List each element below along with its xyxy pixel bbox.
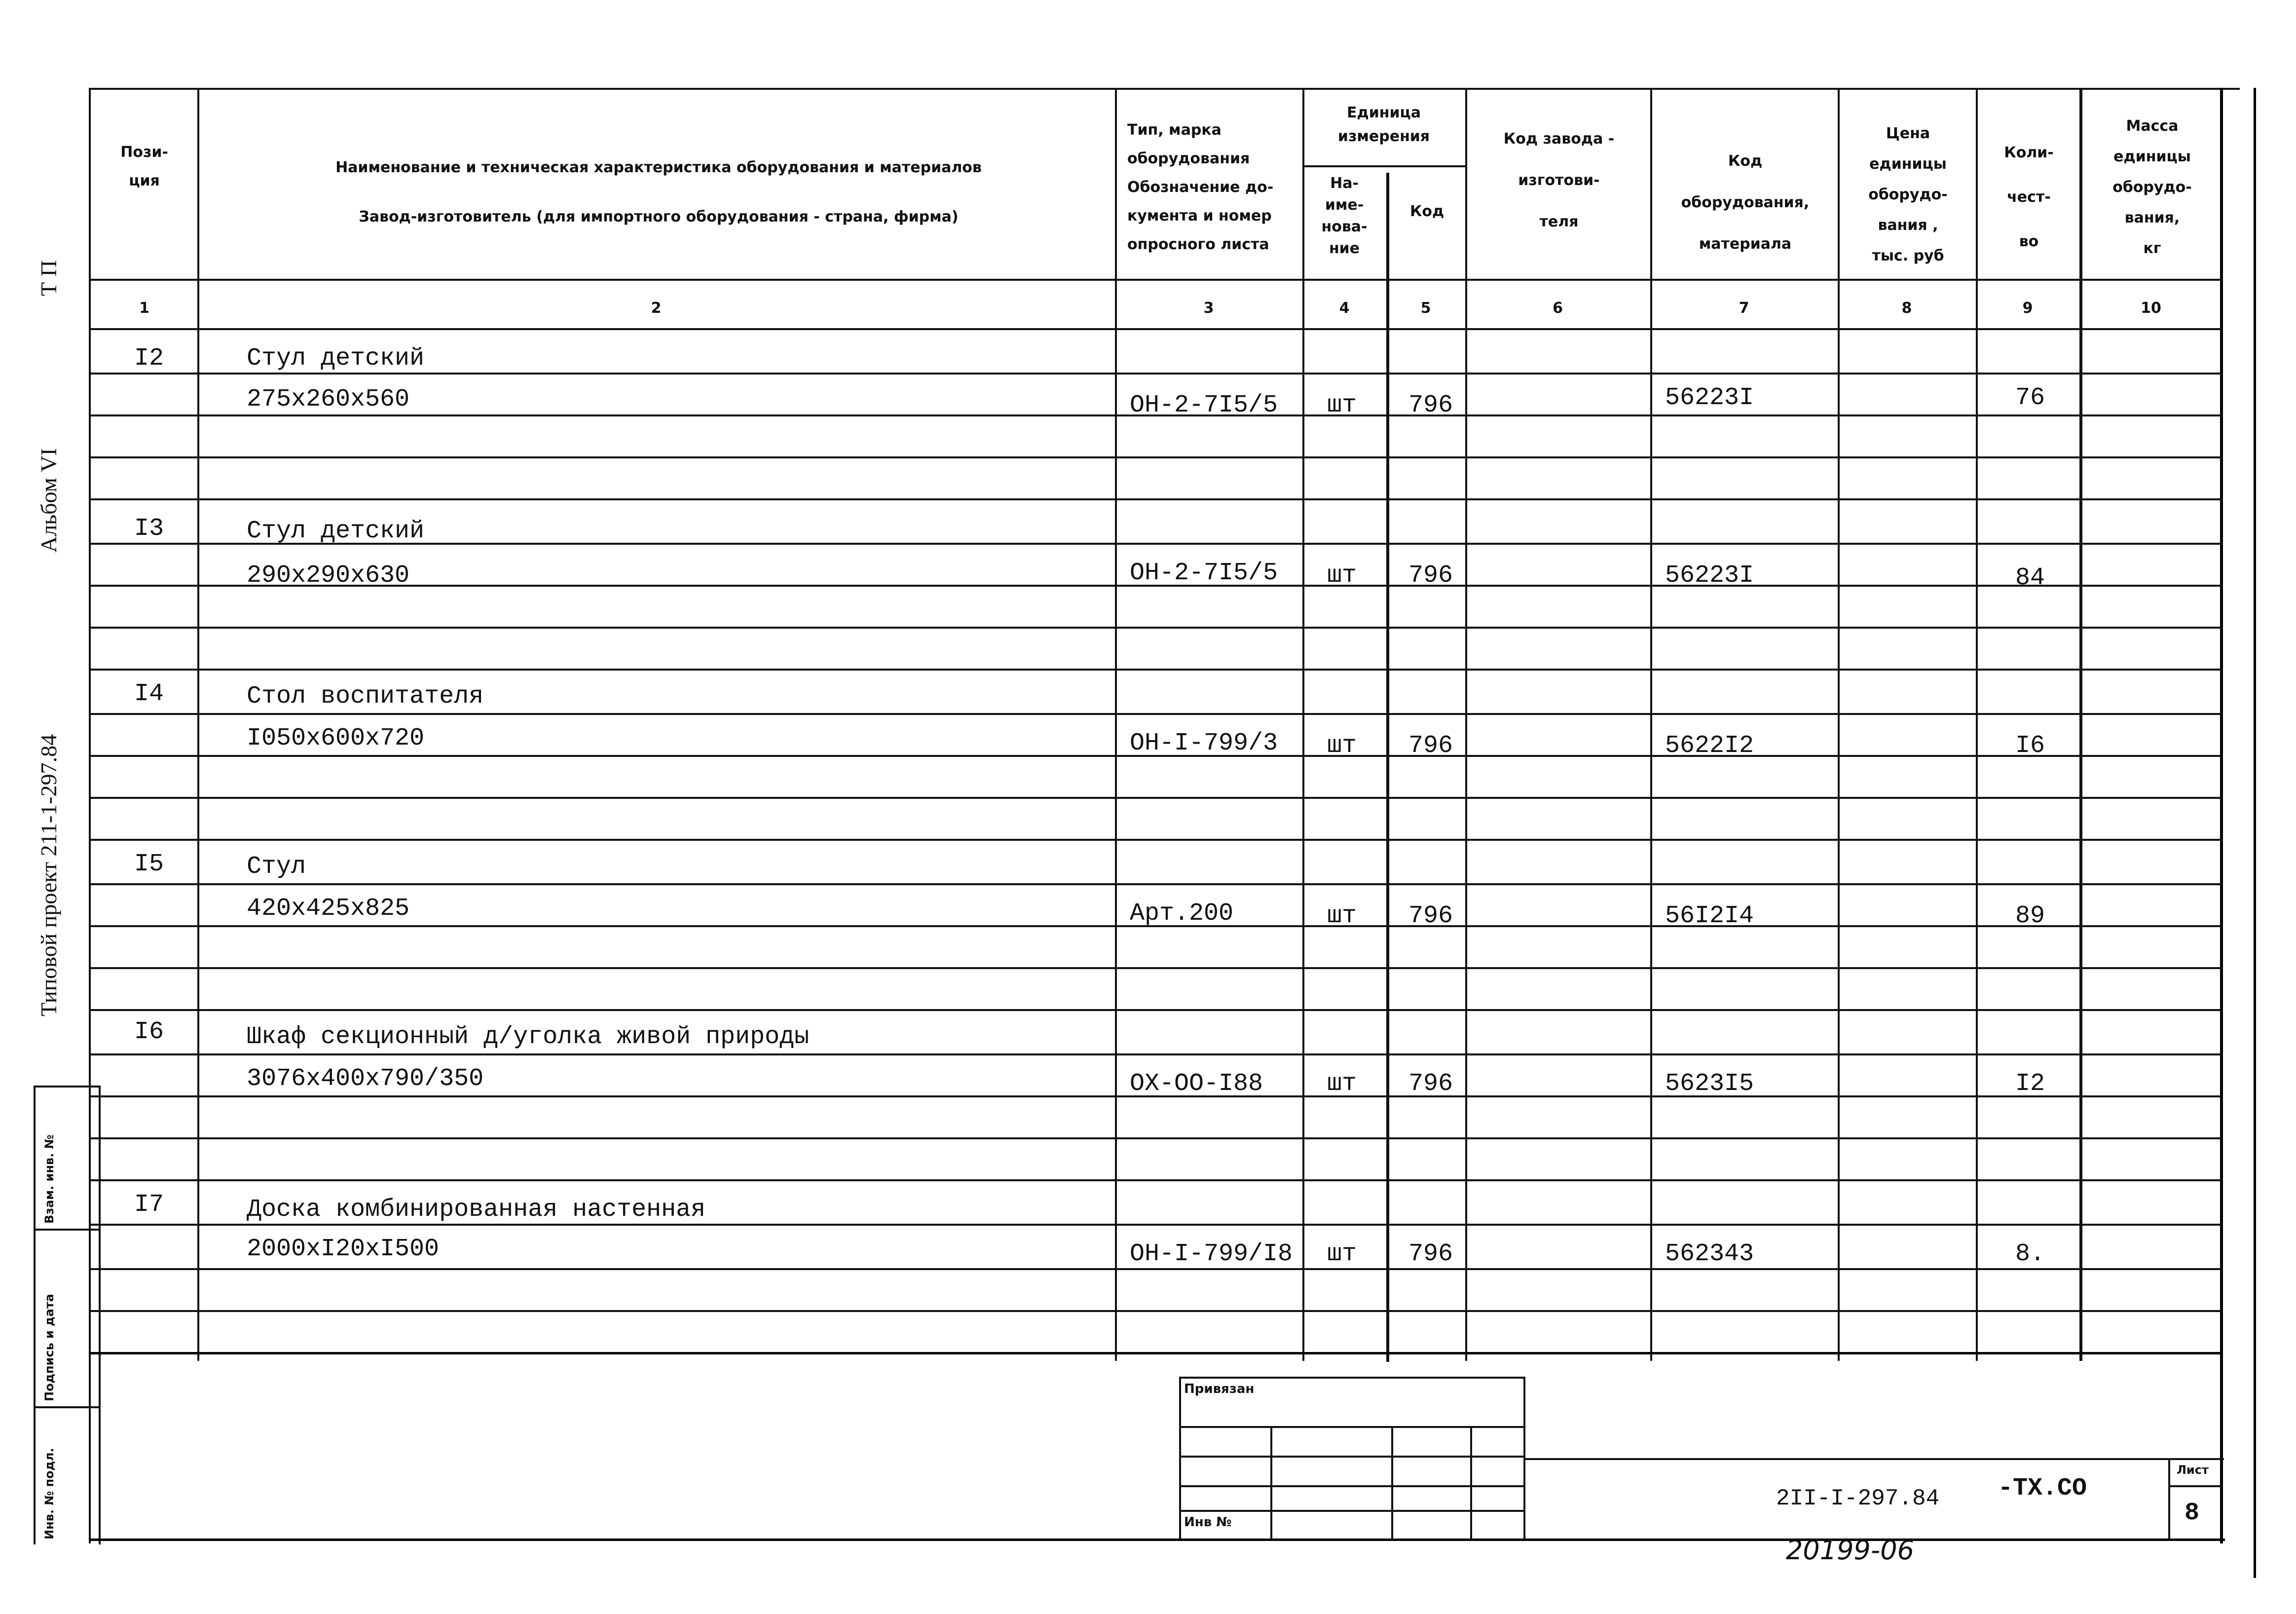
stamp-strip-right	[99, 1086, 101, 1544]
header-equip-code: Код оборудования, материала	[1681, 152, 1810, 253]
document-code: 2II-I-297.84	[1776, 1486, 1940, 1511]
cell-dims: 420x425x825	[247, 895, 410, 923]
cell-unit: шт	[1327, 1070, 1357, 1098]
cell-name: Шкаф секционный д/уголка живой природы	[247, 1023, 810, 1051]
unit-group-line	[1302, 165, 1466, 167]
sheet-label: Лист	[2177, 1463, 2209, 1477]
side-label-album: Альбом VI	[36, 448, 61, 553]
cell-unit: шт	[1327, 902, 1357, 930]
cell-equip-code: 56223I	[1665, 384, 1754, 412]
col-line-4	[1386, 173, 1389, 1362]
frame-right-outer	[2254, 88, 2256, 1578]
colnum-6: 6	[1553, 300, 1563, 317]
colnum-2: 2	[651, 300, 662, 317]
cell-type: ОН-I-799/3	[1130, 729, 1278, 757]
cell-unit: шт	[1327, 732, 1357, 760]
cell-name: Стол воспитателя	[247, 682, 484, 711]
colnum-5: 5	[1420, 300, 1431, 317]
cell-dims: 275x260x560	[247, 385, 410, 413]
stamp-strip-left	[34, 1086, 36, 1544]
colnum-9: 9	[2022, 300, 2033, 317]
cell-position: I3	[134, 515, 164, 543]
cell-position: I4	[134, 680, 164, 708]
header-mass: Масса единицы оборудо- вания, кг	[2112, 117, 2192, 257]
cell-equip-code: 5623I5	[1665, 1070, 1754, 1098]
frame-top	[89, 88, 2240, 90]
cell-qty: 84	[2015, 564, 2045, 592]
header-qty: Коли- чест- во	[2004, 144, 2054, 250]
colnum-8: 8	[1901, 300, 1912, 317]
cell-qty: I2	[2015, 1070, 2045, 1098]
cell-qty: 76	[2015, 384, 2045, 412]
cell-position: I5	[134, 850, 164, 878]
cell-unit-code: 796	[1408, 562, 1453, 590]
archive-number: 20199-06	[1786, 1535, 1914, 1566]
side-label-project: Типовой проект 211-1-297.84	[36, 734, 61, 1016]
stamp-label-podpis: Подпись и дата	[42, 1294, 56, 1401]
cell-qty: 89	[2015, 902, 2045, 930]
cell-qty: 8.	[2015, 1240, 2045, 1268]
colnum-7: 7	[1739, 300, 1749, 317]
colnum-1: 1	[139, 300, 149, 317]
colnum-10: 10	[2141, 300, 2161, 317]
cell-dims: 290x290x630	[247, 562, 410, 590]
cell-equip-code: 56223I	[1665, 562, 1754, 590]
cell-equip-code: 5622I2	[1665, 732, 1754, 760]
cell-name: Стул	[247, 853, 306, 881]
header-price: Цена единицы оборудо- вания , тыс. руб	[1868, 125, 1948, 264]
cell-unit-code: 796	[1408, 902, 1453, 930]
cell-name: Стул детский	[247, 344, 425, 373]
side-label-top: Т П	[36, 260, 61, 296]
header-plant-code: Код завода - изготови- теля	[1503, 130, 1615, 230]
cell-unit-code: 796	[1408, 732, 1453, 760]
cell-position: I2	[134, 344, 164, 373]
cell-equip-code: 56I2I4	[1665, 902, 1754, 930]
cell-position: I6	[134, 1018, 164, 1046]
header-name: Наименование и техническая характеристика оборудования и материалов Завод-изготовитель (для импортного оборудования - страна, фирма)	[335, 159, 982, 225]
cell-unit-code: 796	[1408, 391, 1453, 419]
cell-type: ОХ-ОО-I88	[1130, 1070, 1263, 1098]
document-suffix: -ТХ.СО	[1998, 1474, 2087, 1502]
cell-unit-code: 796	[1408, 1240, 1453, 1268]
cell-type: ОН-2-7I5/5	[1130, 391, 1278, 419]
cell-name: Стул детский	[247, 517, 425, 545]
cell-qty: I6	[2015, 732, 2045, 760]
header-type: Тип, марка оборудования Обозначение до- кумента и номер опросного листа	[1127, 121, 1274, 253]
colnum-3: 3	[1203, 300, 1214, 317]
header-bottom	[89, 279, 2222, 281]
cell-unit: шт	[1327, 1240, 1357, 1268]
cell-dims: 2000xI20xI500	[247, 1235, 440, 1263]
cell-unit: шт	[1327, 562, 1357, 590]
title-privyazan: Привязан	[1184, 1382, 1255, 1396]
cell-position: I7	[134, 1191, 164, 1219]
header-unit-code: Код	[1409, 203, 1444, 220]
cell-name: Доска комбинированная настенная	[247, 1196, 706, 1224]
colnum-bottom	[89, 328, 2222, 330]
colnum-4: 4	[1339, 300, 1350, 317]
header-unit-group: Единица измерения	[1337, 104, 1430, 145]
sheet-number: 8	[2185, 1499, 2200, 1527]
cell-equip-code: 562343	[1665, 1240, 1754, 1268]
cell-dims: 3076x400x790/350	[247, 1065, 484, 1093]
cell-unit: шт	[1327, 391, 1357, 419]
cell-type: ОН-I-799/I8	[1130, 1240, 1293, 1268]
cell-dims: I050x600x720	[247, 724, 425, 752]
frame-left	[89, 88, 91, 1543]
title-inv-no: Инв №	[1184, 1515, 1232, 1530]
cell-type: Арт.200	[1130, 900, 1234, 928]
cell-unit-code: 796	[1408, 1070, 1453, 1098]
stamp-label-inv: Инв. № подл.	[42, 1448, 56, 1539]
header-unit-name: На- име- нова- ние	[1321, 175, 1368, 257]
stamp-label-vzam: Взам. инв. №	[42, 1134, 56, 1224]
cell-type: ОН-2-7I5/5	[1130, 559, 1278, 587]
header-position: Пози- ция	[120, 144, 168, 189]
